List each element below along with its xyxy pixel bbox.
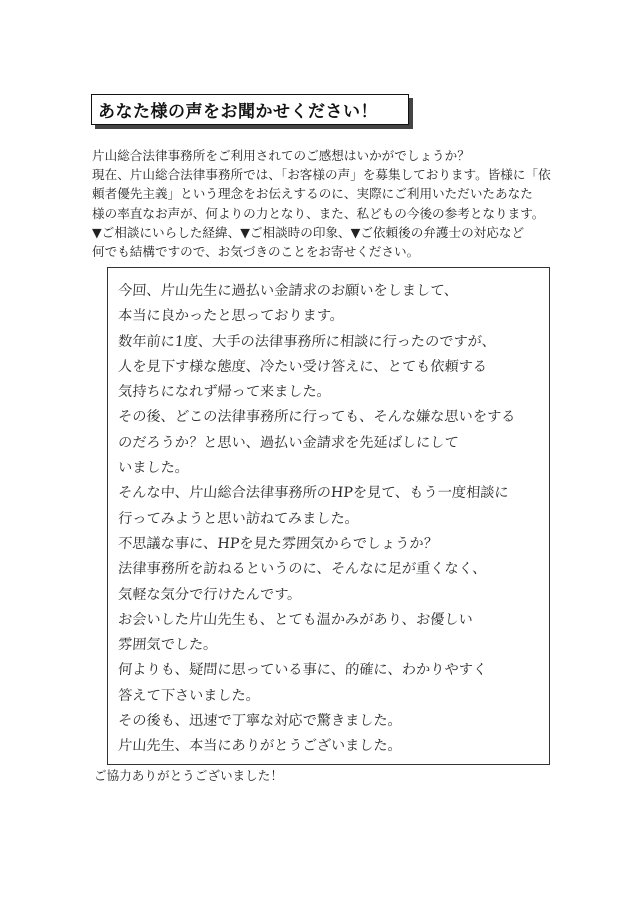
letter-line: 行ってみようと思い訪ねてみました。 xyxy=(117,510,360,527)
letter-line: 雰囲気でした。 xyxy=(117,637,218,654)
intro-line: 現在、片山総合法律事務所では、「お客様の声」を募集しております。皆様に「依 xyxy=(92,167,551,183)
page-title-box xyxy=(91,94,409,125)
intro-line: 頼者優先主義」という理念をお伝えするのに、実際にご利用いただいたあなた xyxy=(92,186,533,202)
page-title: あなた様の声をお聞かせください！ xyxy=(98,102,378,122)
letter-line: お会いした片山先生も、とても温かみがあり、お優しい xyxy=(117,611,474,628)
letter-line: 今回、片山先生に過払い金請求のお願いをしまして、 xyxy=(117,283,459,299)
letter-line: そんな中、片山総合法律事務所のHPを見て、もう一度相談に xyxy=(117,485,510,502)
intro-paragraph xyxy=(92,146,562,261)
letter-line: 気軽な気分で行けたんです。 xyxy=(117,586,302,603)
letter-line: 気持ちになれず帰って来ました。 xyxy=(117,384,332,401)
intro-line: 何でも結構ですので、お気づきのことをお寄せください。 xyxy=(92,243,420,259)
letter-line: 法律事務所を訪ねるというのに、そんなに足が重くなく、 xyxy=(117,561,488,578)
handwritten-letter-box xyxy=(107,267,550,765)
letter-line: その後、どこの法律事務所に行っても、そんな嫌な思いをする xyxy=(117,409,516,426)
letter-line: 人を見下す様な態度、冷たい受け答えに、とても依頼する xyxy=(117,358,488,375)
letter-line: 本当に良かったと思っております。 xyxy=(117,308,345,325)
intro-line: 片山総合法律事務所をご利用されてのご感想はいかがでしょうか？ xyxy=(92,148,470,163)
letter-line: 片山先生、本当にありがとうございました。 xyxy=(117,738,403,755)
thank-you-note: ご協力ありがとうございました！ xyxy=(94,768,283,783)
letter-line: その後も、迅速で丁寧な対応で驚きました。 xyxy=(117,713,403,730)
intro-line: 様の率直なお声が、何よりの力となり、また、私どもの今後の参考となります。 xyxy=(92,205,545,221)
letter-line: のだろうか？と思い、過払い金請求を先延ばしにして xyxy=(117,434,460,451)
letter-line: 数年前に1度、大手の法律事務所に相談に行ったのですが、 xyxy=(117,333,497,350)
letter-line: いました。 xyxy=(117,460,190,477)
handwritten-letter xyxy=(118,279,548,760)
letter-line: 何よりも、疑問に思っている事に、的確に、わかりやすく xyxy=(117,662,488,679)
letter-line: 答えて下さいました。 xyxy=(117,687,261,704)
intro-line: ▼ご相談にいらした経緯、▼ご相談時の印象、▼ご依頼後の弁護士の対応など xyxy=(92,224,525,240)
letter-line: 不思議な事に、HPを見た雰囲気からでしょうか？ xyxy=(117,535,439,552)
